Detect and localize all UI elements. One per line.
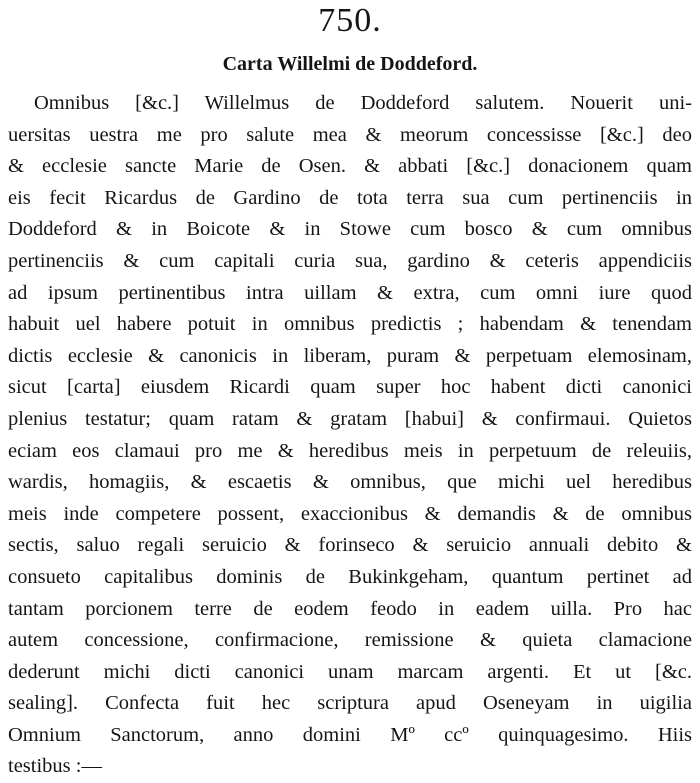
text-line: autem concessione, confirmacione, remissione & quieta clamacione <box>8 629 692 652</box>
text-line: tantam porcionem terre de eodem feodo in eadem uilla. Pro hac <box>8 597 692 620</box>
text-line: sectis, saluo regali seruicio & forinseco & seruicio annuali debito & <box>8 534 692 557</box>
charter-text <box>8 88 692 783</box>
text-line: dederunt michi dicti canonici unam marcam argenti. Et ut [&c. <box>8 660 692 683</box>
text-line: Doddeford & in Boicote & in Stowe cum bosco & cum omnibus <box>8 218 692 241</box>
text-line: sicut [carta] eiusdem Ricardi quam super hoc habent dicti canonici <box>8 376 692 399</box>
text-line: consueto capitalibus dominis de Bukinkgeham, quantum pertinet ad <box>8 565 692 588</box>
text-line: plenius testatur; quam ratam & gratam [habui] & confirmaui. Quietos <box>8 407 692 430</box>
text-line: & ecclesie sancte Marie de Osen. & abbati [&c.] donacionem quam <box>8 155 692 178</box>
text-line: sealing]. Confecta fuit hec scriptura apud Oseneyam in uigilia <box>8 692 692 715</box>
text-line: eis fecit Ricardus de Gardino de tota terra sua cum pertinenciis in <box>8 186 692 209</box>
text-line: eciam eos clamaui pro me & heredibus meis in perpetuum de releuiis, <box>8 439 692 462</box>
text-line: Omnibus [&c.] Willelmus de Doddeford salutem. Nouerit uni- <box>34 92 692 114</box>
text-line: habuit uel habere potuit in omnibus predictis ; habendam & tenendam <box>8 313 692 336</box>
text-line: dictis ecclesie & canonicis in liberam, puram & perpetuam elemosinam, <box>8 344 692 367</box>
text-line: Omnium Sanctorum, anno domini Mº ccº quinquagesimo. Hiis <box>8 723 692 746</box>
text-line: meis inde competere possent, exaccionibus & demandis & de omnibus <box>8 502 692 525</box>
text-line: testibus :— <box>8 755 102 778</box>
text-line: uersitas uestra me pro salute mea & meorum concessisse [&c.] deo <box>8 123 692 146</box>
page-number: 750. <box>318 2 382 39</box>
text-line: ad ipsum pertinentibus intra uillam & extra, cum omni iure quod <box>8 281 692 304</box>
text-line: wardis, homagiis, & escaetis & omnibus, que michi uel heredibus <box>8 471 692 494</box>
document-title: Carta Willelmi de Doddeford. <box>222 53 478 75</box>
text-line: pertinenciis & cum capitali curia sua, gardino & ceteris appendiciis <box>8 249 692 272</box>
